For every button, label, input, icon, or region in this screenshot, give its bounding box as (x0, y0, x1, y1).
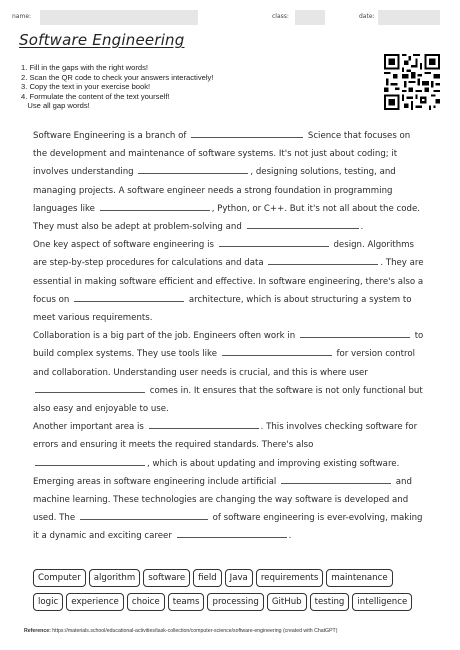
class-label: class: (272, 13, 289, 20)
text-segment: Emerging areas in software engineering include artificial (33, 476, 277, 487)
paragraph-5 (33, 473, 426, 546)
gap-field[interactable] (149, 419, 259, 429)
word-chip[interactable]: processing (207, 593, 263, 611)
paragraph-2 (33, 236, 426, 327)
text-segment: . This involves checking software for errors and ensuring it meets the required standards. There's also (33, 422, 418, 451)
gap-field[interactable] (138, 164, 248, 174)
instruction-4b: Use all gap words! (21, 101, 90, 111)
word-chip[interactable]: requirements (256, 569, 324, 587)
text-segment: . They are essential in making software efficient and effective. In software engineering, there's also a focus on (33, 258, 424, 305)
text-segment: design. Algorithms are step-by-step procedures for calculations and data (33, 240, 415, 269)
text-segment: comes in. It ensures that the software is not only functional but also easy and enjoyable to use. (33, 385, 423, 415)
text-segment: Another important area is (33, 422, 144, 433)
gap-field[interactable] (177, 528, 287, 538)
cloze-text (33, 127, 426, 546)
word-chip[interactable]: maintenance (326, 569, 392, 587)
page-title: Software Engineering (19, 31, 185, 49)
gap-field[interactable] (300, 328, 410, 338)
gap-field[interactable] (35, 383, 145, 393)
gap-field[interactable] (222, 346, 332, 356)
text-segment: The (59, 513, 76, 524)
word-chip[interactable]: field (193, 569, 222, 587)
date-label: date: (359, 13, 375, 20)
paragraph-3 (33, 327, 426, 418)
word-chip[interactable]: algorithm (89, 569, 140, 587)
paragraph-1 (33, 127, 426, 236)
word-chip[interactable]: Java (225, 569, 253, 587)
reference-link[interactable]: https://materials.school/educational-activities/task-collection/computer-science/software-engineering (created with ChatGPT) (52, 628, 338, 634)
word-bank (33, 569, 433, 617)
gap-field[interactable] (74, 292, 184, 302)
class-field[interactable] (295, 10, 325, 25)
text-segment: for version control and collaboration. Understanding user needs is crucial, and this is where user (33, 349, 415, 378)
gap-field[interactable] (35, 456, 145, 466)
text-segment: One key aspect of software engineering is (33, 240, 214, 251)
gap-field[interactable] (247, 219, 359, 229)
text-segment: . (288, 531, 292, 542)
word-chip[interactable]: GitHub (267, 593, 307, 611)
reference-line (24, 628, 444, 634)
gap-field[interactable] (281, 474, 391, 484)
word-chip[interactable]: choice (127, 593, 165, 611)
word-chip[interactable]: software (143, 569, 190, 587)
name-label: name: (12, 13, 32, 20)
text-segment: and machine learning. These technologies are changing the way software is developed and used. (33, 476, 412, 524)
text-segment: of software engineering is ever-evolving, making it a dynamic and exciting career (33, 513, 423, 542)
gap-field[interactable] (100, 201, 210, 211)
text-segment: architecture, which is about structuring a system to meet various requirements. (33, 294, 412, 324)
instruction-3: 3. Copy the text in your exercise book! (21, 82, 151, 92)
instruction-2: 2. Scan the QR code to check your answers interactively! (21, 72, 214, 82)
text-segment: Collaboration is a big part of the job. Engineers often work in (33, 331, 296, 342)
word-chip[interactable]: teams (168, 593, 205, 611)
text-segment: to build complex systems. They use tools like (33, 331, 424, 360)
gap-field[interactable] (191, 128, 303, 138)
text-segment: Software Engineering is a branch of (33, 131, 187, 141)
instruction-1: 1. Fill in the gaps with the right words! (21, 63, 149, 72)
name-field[interactable] (40, 10, 198, 25)
word-chip[interactable]: intelligence (352, 593, 412, 611)
word-chip[interactable]: experience (66, 593, 124, 611)
gap-field[interactable] (80, 510, 208, 520)
instruction-4: 4. Formulate the content of the text yourself! (21, 91, 170, 101)
text-segment: . (360, 222, 364, 233)
word-chip[interactable]: Computer (33, 569, 86, 587)
instructions (21, 63, 351, 111)
reference-label: Reference: (24, 628, 51, 634)
date-field[interactable] (378, 10, 440, 25)
text-segment: Science that focuses on the development and maintenance of software systems. It's not just about coding; it involves understanding (33, 131, 411, 178)
text-segment: , designing solutions, testing, and managing projects. A software engineer needs a strong foundation in programming languages like (33, 167, 396, 214)
paragraph-4 (33, 418, 426, 473)
text-segment: , which is about updating and improving existing software. (147, 458, 400, 469)
word-chip[interactable]: logic (33, 593, 63, 611)
header-fields (12, 10, 448, 26)
word-chip[interactable]: testing (310, 593, 350, 611)
qr-code-icon[interactable] (384, 54, 440, 110)
word-bank-row-2 (33, 593, 433, 611)
word-bank-row-1 (33, 569, 433, 587)
gap-field[interactable] (219, 237, 329, 247)
text-segment: , Python, or C++. But it's not all about the code. They must also be adept at problem-solving and (33, 203, 420, 233)
gap-field[interactable] (268, 255, 378, 265)
